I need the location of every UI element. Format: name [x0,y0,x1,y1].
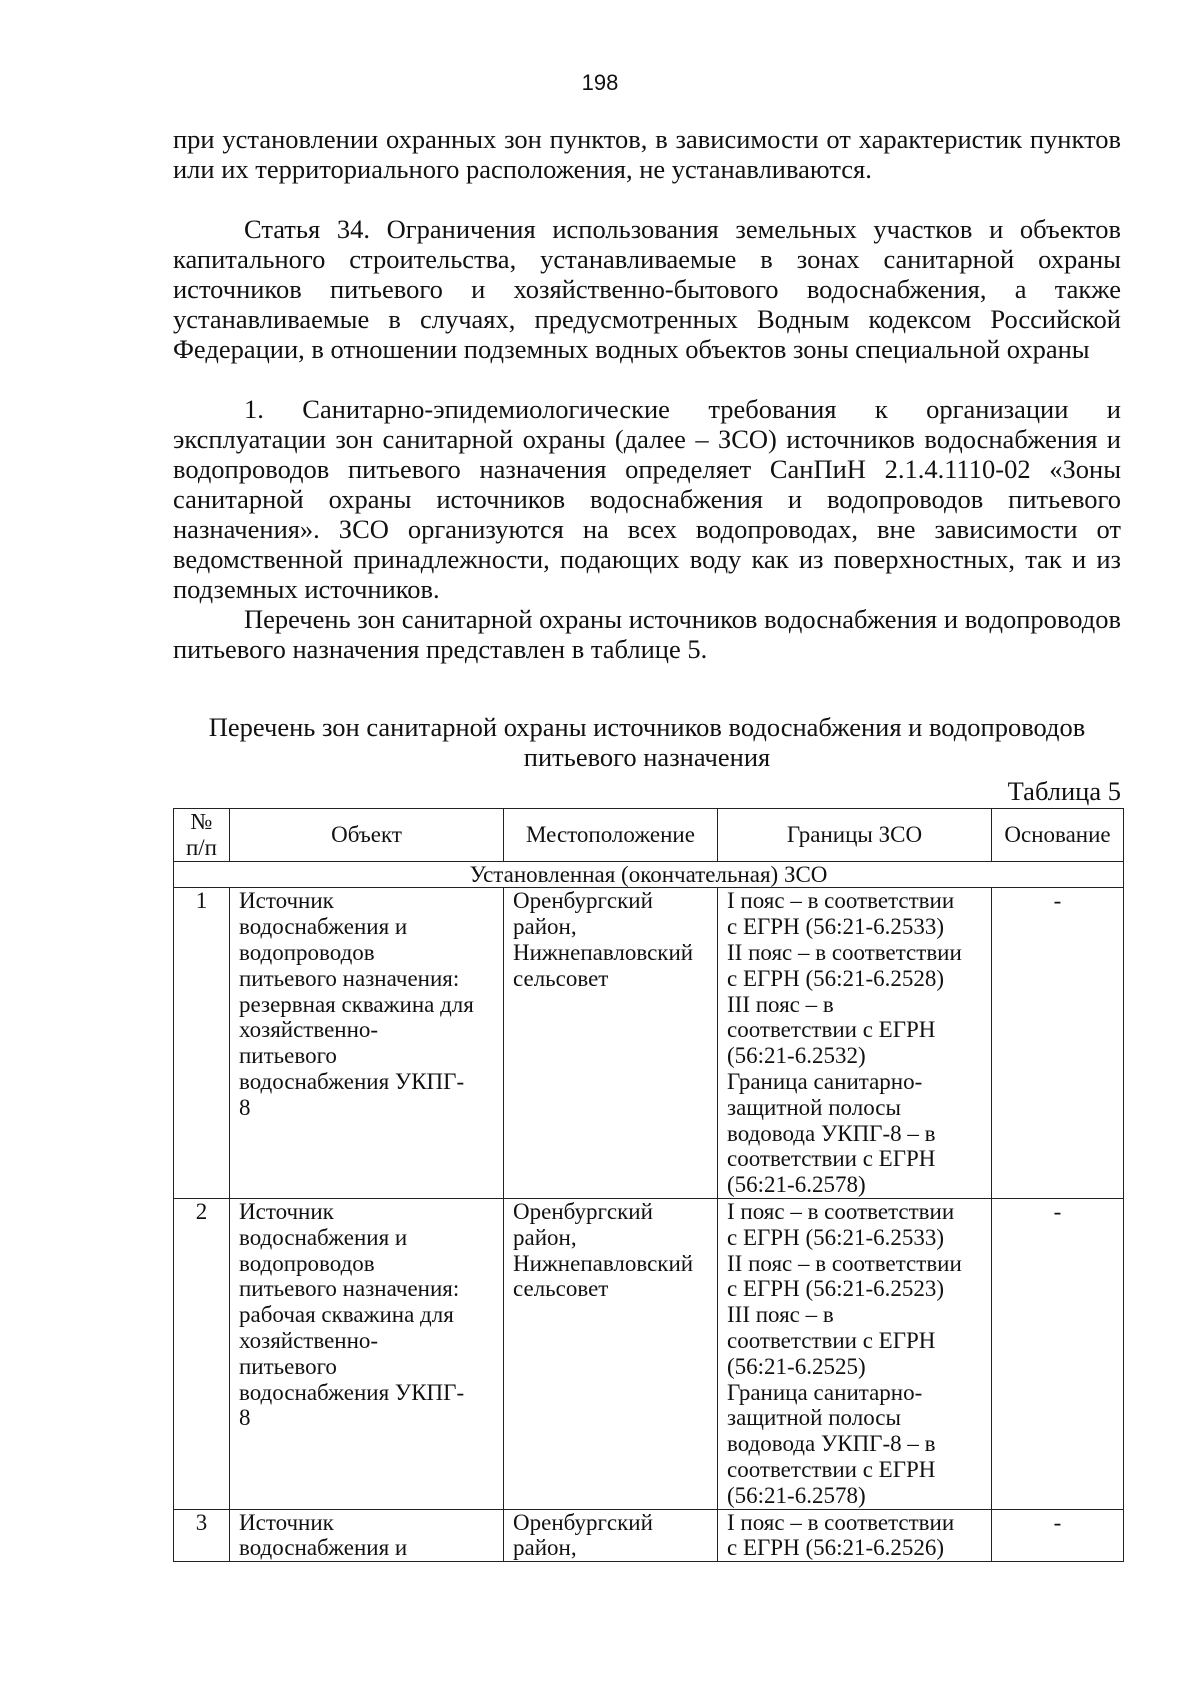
cell-borders-line: II пояс – в соответствии [727,939,962,965]
cell-basis: - [992,888,1124,1199]
table-row [174,888,1124,1199]
cell-object-line: рабочая скважина для [239,1302,454,1328]
document-body [173,124,1121,1562]
cell-borders-line: с ЕГРН (56:21-6.2526) [727,1535,945,1561]
cell-borders-line: I пояс – в соответствии [727,1198,955,1224]
cell-object-line: водоснабжения УКПГ- [239,1068,465,1094]
cell-num: 2 [174,1198,230,1509]
cell-object-line: водопроводов [239,1250,375,1276]
cell-location-line: Оренбургский [513,888,653,914]
article-heading: Статья 34. Ограничения использования земельных участков и объектов капитального строительства, устанавливаемые в зонах санитарной охраны источников питьевого и хозяйственно-бытового водоснабжения, а также устанавливаемые в случаях, предусмотренных Водным кодексом Российской Федерации, в отношении подземных водных объектов зоны специальной охраны [173,214,1121,364]
header-borders: Границы ЗСО [718,809,992,862]
cell-location [504,1198,718,1509]
cell-borders-line: соответствии с ЕГРН [727,1017,936,1043]
header-object: Объект [230,809,504,862]
intro-paragraph: при установлении охранных зон пунктов, в зависимости от характеристик пунктов или их территориального расположения, не устанавливаются. [173,124,1121,184]
cell-object-line: Источник [239,888,334,914]
cell-borders-line: водовода УКПГ-8 – в [727,1120,936,1146]
table-subheader-row [174,861,1124,888]
cell-object-line: 8 [239,1405,251,1431]
cell-location-line: сельсовет [513,965,609,991]
cell-num: 1 [174,888,230,1199]
cell-borders-line: с ЕГРН (56:21-6.2533) [727,1224,945,1250]
cell-object-line: водоснабжения и [239,1535,408,1561]
cell-object [230,888,504,1199]
cell-borders-line: соответствии с ЕГРН [727,1456,936,1482]
cell-borders-line: с ЕГРН (56:21-6.2528) [727,965,945,991]
table-subheader: Установленная (окончательная) ЗСО [174,861,1124,888]
cell-borders-line: (56:21-6.2578) [727,1172,866,1198]
cell-object-line: питьевого [239,1353,337,1379]
cell-borders [718,1509,992,1562]
cell-borders-line: Граница санитарно- [727,1068,923,1094]
header-num-line2: п/п [185,834,217,860]
cell-object-line: резервная скважина для [239,991,474,1017]
zso-table [173,808,1124,1562]
cell-borders [718,888,992,1199]
cell-borders-line: защитной полосы [727,1094,901,1120]
cell-location [504,888,718,1199]
cell-location-line: Оренбургский [513,1509,653,1535]
cell-basis: - [992,1198,1124,1509]
cell-borders-line: соответствии с ЕГРН [727,1146,936,1172]
cell-object-line: питьевого назначения: [239,965,460,991]
cell-location-line: Оренбургский [513,1198,653,1224]
cell-borders-line: защитной полосы [727,1405,901,1431]
cell-object [230,1509,504,1562]
cell-location-line: сельсовет [513,1276,609,1302]
cell-borders-line: с ЕГРН (56:21-6.2533) [727,914,945,940]
cell-basis: - [992,1509,1124,1562]
cell-borders-line: соответствии с ЕГРН [727,1327,936,1353]
cell-object-line: Источник [239,1198,334,1224]
cell-object-line: Источник [239,1509,334,1535]
cell-object-line: 8 [239,1094,251,1120]
cell-object-line: питьевого назначения: [239,1276,460,1302]
cell-borders-line: водовода УКПГ-8 – в [727,1431,936,1457]
cell-object-line: водоснабжения и [239,914,408,940]
cell-borders-line: (56:21-6.2578) [727,1482,866,1508]
table-row [174,1198,1124,1509]
cell-location-line: район, [513,1224,577,1250]
table-label: Таблица 5 [1007,776,1121,806]
cell-borders-line: II пояс – в соответствии [727,1250,962,1276]
header-location: Местоположение [504,809,718,862]
header-num [174,809,230,862]
cell-object-line: хозяйственно- [239,1017,379,1043]
cell-object-line: водоснабжения и [239,1224,408,1250]
cell-num: 3 [174,1509,230,1562]
table-row [174,1509,1124,1562]
cell-object-line: водопроводов [239,939,375,965]
cell-location-line: район, [513,1535,577,1561]
cell-borders-line: (56:21-6.2532) [727,1043,866,1069]
item-1-paragraph: 1. Санитарно-эпидемиологические требования к организации и эксплуатации зон санитарной охраны (далее – ЗСО) источников водоснабжения и водопроводов питьевого назначения определяет СанПиН 2.1.4.1110-02 «Зоны санитарной охраны источников водоснабжения и водопроводов питьевого назначения». ЗСО организуются на всех водопроводах, вне зависимости от ведомственной принадлежности, подающих воду как из поверхностных, так и из подземных источников. [173,394,1121,604]
cell-object-line: хозяйственно- [239,1327,379,1353]
cell-location-line: Нижнепавловский [513,1250,694,1276]
header-num-line1: № [190,809,213,834]
cell-borders [718,1198,992,1509]
cell-borders-line: Граница санитарно- [727,1379,923,1405]
cell-borders-line: III пояс – в [727,991,834,1017]
table-header-row [174,809,1124,862]
header-basis: Основание [992,809,1124,862]
cell-borders-line: с ЕГРН (56:21-6.2523) [727,1276,945,1302]
cell-location-line: Нижнепавловский [513,939,694,965]
cell-borders-line: I пояс – в соответствии [727,888,955,914]
cell-object-line: водоснабжения УКПГ- [239,1379,465,1405]
cell-object-line: питьевого [239,1043,337,1069]
cell-borders-line: III пояс – в [727,1302,834,1328]
cell-borders-line: I пояс – в соответствии [727,1509,955,1535]
cell-object [230,1198,504,1509]
table-title: Перечень зон санитарной охраны источников водоснабжения и водопроводов питьевого назначения [208,712,1086,772]
list-intro-paragraph: Перечень зон санитарной охраны источников водоснабжения и водопроводов питьевого назначения представлен в таблице 5. [173,604,1121,664]
cell-location-line: район, [513,914,577,940]
cell-borders-line: (56:21-6.2525) [727,1353,866,1379]
cell-location [504,1509,718,1562]
page-number: 198 [581,70,619,95]
